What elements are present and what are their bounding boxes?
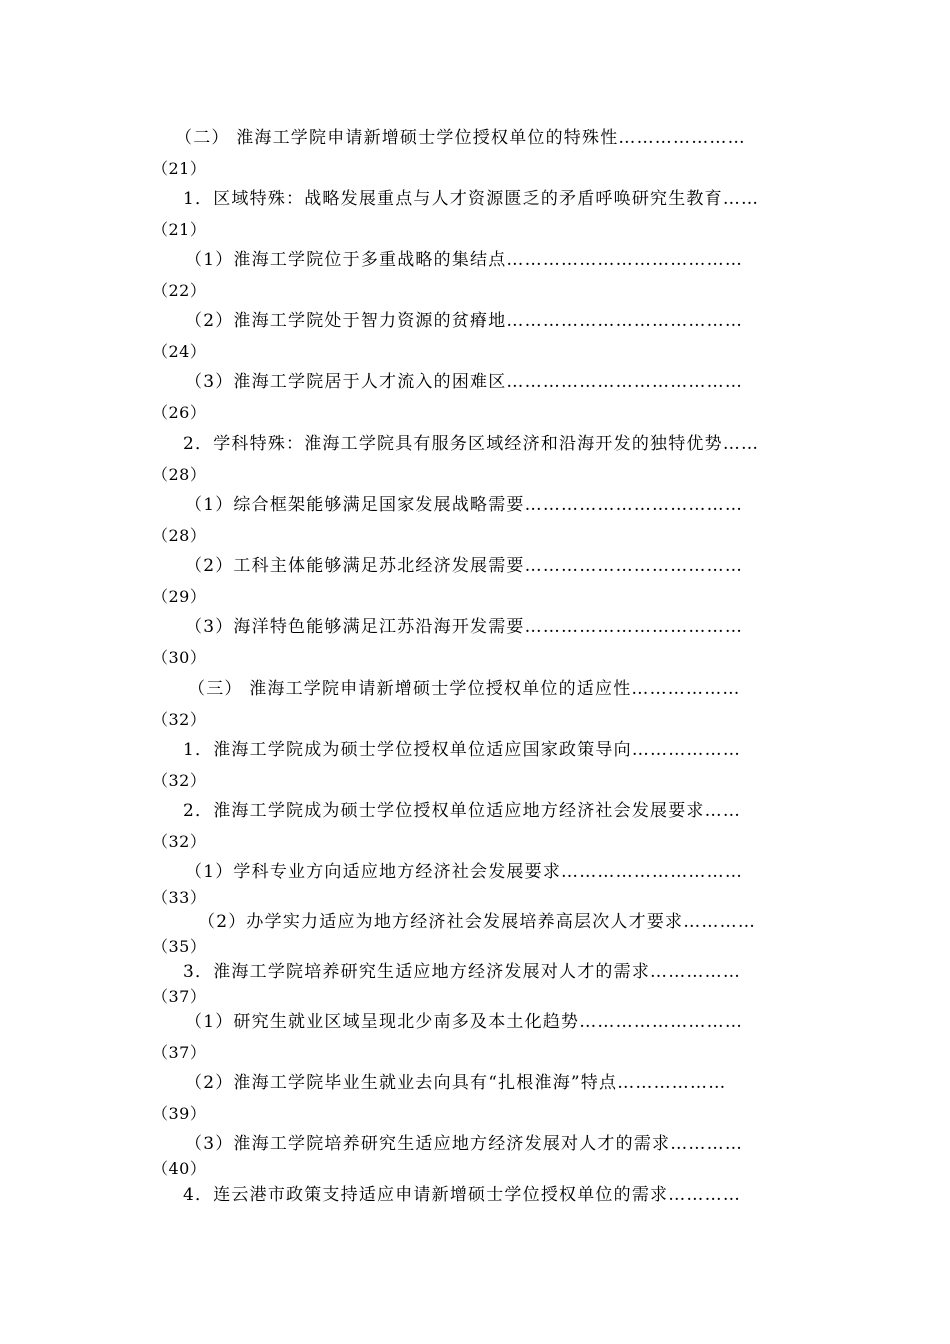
toc-entry: （2）淮海工学院毕业生就业去向具有“扎根淮海”特点……………… bbox=[185, 1073, 727, 1093]
toc-page-number: （33） bbox=[152, 888, 207, 907]
toc-entry: （2）工科主体能够满足苏北经济发展需要……………………………… bbox=[185, 556, 744, 576]
toc-entry: （2）办学实力适应为地方经济社会发展培养高层次人才要求………… bbox=[198, 912, 757, 932]
toc-entry: 2．淮海工学院成为硕士学位授权单位适应地方经济社会发展要求…… bbox=[183, 801, 742, 821]
toc-page-number: （39） bbox=[152, 1104, 207, 1123]
toc-entry: （1）综合框架能够满足国家发展战略需要……………………………… bbox=[185, 495, 744, 515]
toc-entry: （2）淮海工学院处于智力资源的贫瘠地………………………………… bbox=[185, 311, 744, 331]
toc-page-number: （32） bbox=[152, 710, 207, 729]
toc-page-number: （30） bbox=[152, 648, 207, 667]
toc-page-number: （21） bbox=[152, 159, 207, 178]
toc-entry: 3．淮海工学院培养研究生适应地方经济发展对人才的需求…………… bbox=[183, 962, 742, 982]
toc-entry: （3）淮海工学院居于人才流入的困难区………………………………… bbox=[185, 372, 744, 392]
toc-page-number: （26） bbox=[152, 403, 207, 422]
toc-entry: （3）淮海工学院培养研究生适应地方经济发展对人才的需求………… bbox=[185, 1134, 744, 1154]
toc-page-number: （40） bbox=[152, 1159, 207, 1178]
toc-entry: 1．区域特殊：战略发展重点与人才资源匮乏的矛盾呼唤研究生教育…… bbox=[183, 189, 760, 209]
toc-page-number: （21） bbox=[152, 220, 207, 239]
toc-entry: （1）学科专业方向适应地方经济社会发展要求………………………… bbox=[185, 862, 744, 882]
toc-entry: 1．淮海工学院成为硕士学位授权单位适应国家政策导向……………… bbox=[183, 740, 742, 760]
toc-page-number: （24） bbox=[152, 342, 207, 361]
toc-page-number: （22） bbox=[152, 281, 207, 300]
toc-page-number: （37） bbox=[152, 987, 207, 1006]
toc-entry: （1）研究生就业区域呈现北少南多及本土化趋势……………………… bbox=[185, 1012, 744, 1032]
toc-entry: （3）海洋特色能够满足江苏沿海开发需要……………………………… bbox=[185, 617, 744, 637]
toc-entry: （1）淮海工学院位于多重战略的集结点………………………………… bbox=[185, 250, 744, 270]
toc-entry: 2．学科特殊：淮海工学院具有服务区域经济和沿海开发的独特优势…… bbox=[183, 434, 760, 454]
toc-entry: （三） 淮海工学院申请新增硕士学位授权单位的适应性……………… bbox=[188, 679, 741, 699]
toc-page-number: （28） bbox=[152, 465, 207, 484]
toc-page-number: （32） bbox=[152, 832, 207, 851]
toc-page-number: （29） bbox=[152, 587, 207, 606]
toc-page-number: （37） bbox=[152, 1043, 207, 1062]
toc-entry: （二） 淮海工学院申请新增硕士学位授权单位的特殊性………………… bbox=[175, 128, 746, 148]
toc-page-number: （28） bbox=[152, 526, 207, 545]
toc-page-number: （35） bbox=[152, 937, 207, 956]
toc-page-number: （32） bbox=[152, 771, 207, 790]
toc-entry: 4．连云港市政策支持适应申请新增硕士学位授权单位的需求………… bbox=[183, 1185, 742, 1205]
